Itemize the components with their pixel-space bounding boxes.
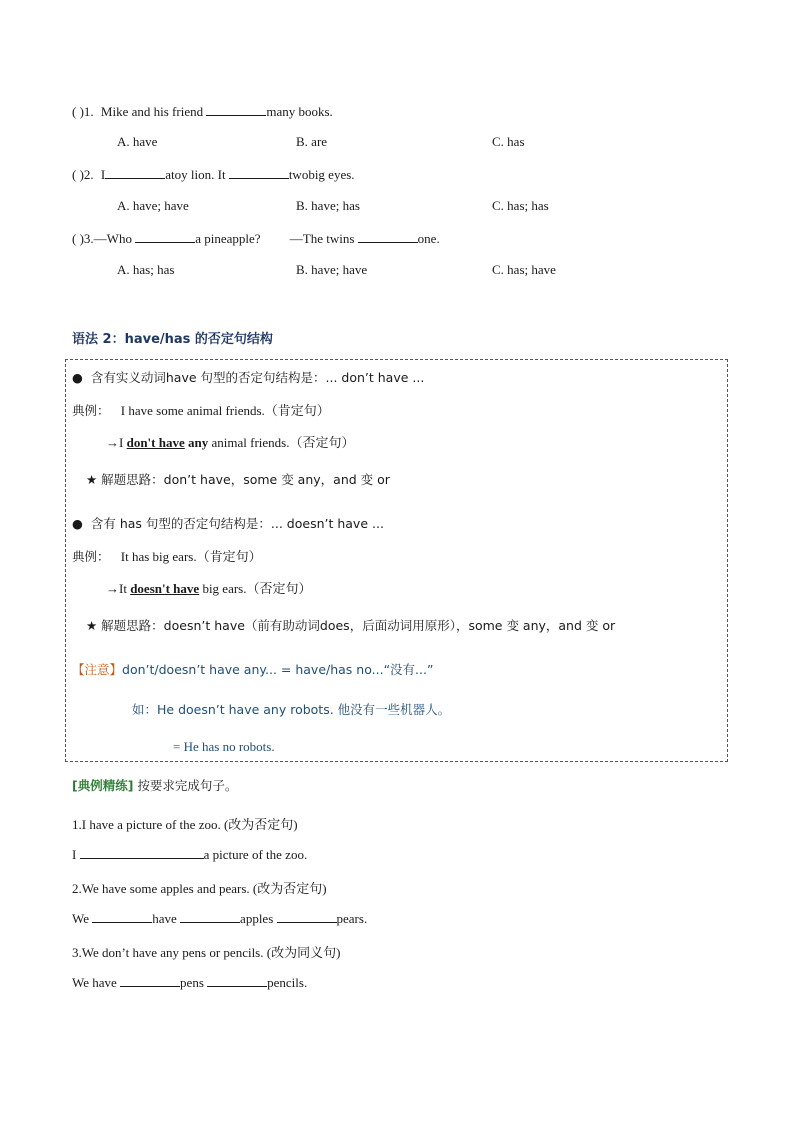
answer-paren: ( ) xyxy=(72,167,84,182)
option-b: B. have; have xyxy=(296,262,368,277)
answer-text: We xyxy=(72,911,89,926)
question-2 xyxy=(72,166,355,183)
fill-blank[interactable] xyxy=(92,910,152,923)
answer-text: pens xyxy=(180,975,204,990)
bullet-icon: ● xyxy=(72,516,91,531)
answer-text: I xyxy=(72,847,77,862)
question-number: 2. xyxy=(83,167,94,182)
fill-blank[interactable] xyxy=(105,166,165,179)
note-tag: 【注意】 xyxy=(72,662,123,677)
practice-answer-2 xyxy=(72,910,367,927)
answer-text: apples xyxy=(240,911,274,926)
answer-paren: ( ) xyxy=(72,104,84,119)
practice-tag: [典例精练] xyxy=(72,778,134,793)
question-stem: —The twins xyxy=(289,231,355,246)
tip-1: ★ 解题思路：don’t have，some 变 any，and 变 or xyxy=(86,472,390,487)
question-stem: Mike and his friend xyxy=(100,104,204,119)
example-2-negative xyxy=(106,578,311,597)
option-c: C. has xyxy=(492,134,525,149)
example-label: 典例： xyxy=(72,403,110,418)
arrow-text: →I xyxy=(106,435,127,450)
underlined-phrase: doesn't have xyxy=(130,581,200,596)
question-stem: many books. xyxy=(266,104,333,119)
question-stem: I xyxy=(100,167,106,182)
option-c: C. has; has xyxy=(492,198,549,213)
note xyxy=(72,660,433,678)
note-text: don’t/doesn’t have any... = have/has no...“没有...” xyxy=(122,662,434,677)
arrow-text: →It xyxy=(106,581,131,596)
option-a: A. has; has xyxy=(117,262,175,277)
example-label: 典例： xyxy=(72,549,110,564)
fill-blank[interactable] xyxy=(277,910,337,923)
fill-blank[interactable] xyxy=(206,103,266,116)
fill-blank[interactable] xyxy=(207,974,267,987)
option-b: B. are xyxy=(296,134,328,149)
practice-question-3: 3.We don’t have any pens or pencils. (改为同义句) xyxy=(72,945,341,960)
fill-blank[interactable] xyxy=(120,974,180,987)
answer-text: pears. xyxy=(336,911,368,926)
fill-blank[interactable] xyxy=(358,230,418,243)
fill-blank[interactable] xyxy=(180,910,240,923)
fill-blank[interactable] xyxy=(80,846,204,859)
bullet-icon: ● xyxy=(72,370,91,385)
practice-header xyxy=(72,776,237,794)
practice-instruction: 按要求完成句子。 xyxy=(133,778,238,793)
question-stem: —Who xyxy=(93,231,132,246)
question-3 xyxy=(72,230,440,247)
practice-question-2: 2.We have some apples and pears. (改为否定句) xyxy=(72,881,327,896)
option-b: B. have; has xyxy=(296,198,360,213)
example-text: animal friends.（否定句） xyxy=(208,435,355,450)
rule-text: 含有 has 句型的否定句结构是：... doesn’t have ... xyxy=(90,516,384,531)
answer-text: have xyxy=(152,911,177,926)
rule-text: 含有实义动词have 句型的否定句结构是：... don’t have ... xyxy=(90,370,425,385)
question-stem: atoy lion. It xyxy=(165,167,226,182)
question-1 xyxy=(72,103,333,120)
example-1 xyxy=(72,400,330,419)
note-example: 如：He doesn’t have any robots. 他没有一些机器人。 xyxy=(132,702,451,717)
example-1-negative xyxy=(106,432,354,451)
question-number: 3. xyxy=(83,231,94,246)
answer-paren: ( ) xyxy=(72,231,84,246)
practice-question-1: 1.I have a picture of the zoo. (改为否定句) xyxy=(72,817,298,832)
bullet-rule-has xyxy=(72,514,384,532)
question-stem: twobig eyes. xyxy=(288,167,355,182)
practice-answer-1 xyxy=(72,846,307,863)
fill-blank[interactable] xyxy=(229,166,289,179)
fill-blank[interactable] xyxy=(135,230,195,243)
question-stem: a pineapple? xyxy=(195,231,261,246)
example-text: It has big ears.（肯定句） xyxy=(120,549,262,564)
tip-2: ★ 解题思路：doesn’t have（前有助动词does，后面动词用原形），some 变 any，and 变 or xyxy=(86,618,616,633)
question-stem: one. xyxy=(417,231,440,246)
example-text: I have some animal friends.（肯定句） xyxy=(120,403,330,418)
option-a: A. have xyxy=(117,134,158,149)
option-c: C. has; have xyxy=(492,262,556,277)
practice-answer-3 xyxy=(72,974,307,991)
question-number: 1. xyxy=(83,104,94,119)
answer-text: a picture of the zoo. xyxy=(203,847,308,862)
answer-text: pencils. xyxy=(267,975,308,990)
section-title: 语法 2：have/has 的否定句结构 xyxy=(72,332,273,347)
bullet-rule-have xyxy=(72,368,424,386)
example-2 xyxy=(72,546,262,565)
answer-text: We have xyxy=(72,975,117,990)
underlined-phrase: don't have xyxy=(126,435,185,450)
option-a: A. have; have xyxy=(117,198,189,213)
bold-word: any xyxy=(184,435,209,450)
note-equivalent: = He has no robots. xyxy=(173,739,275,754)
example-text: big ears.（否定句） xyxy=(199,581,312,596)
